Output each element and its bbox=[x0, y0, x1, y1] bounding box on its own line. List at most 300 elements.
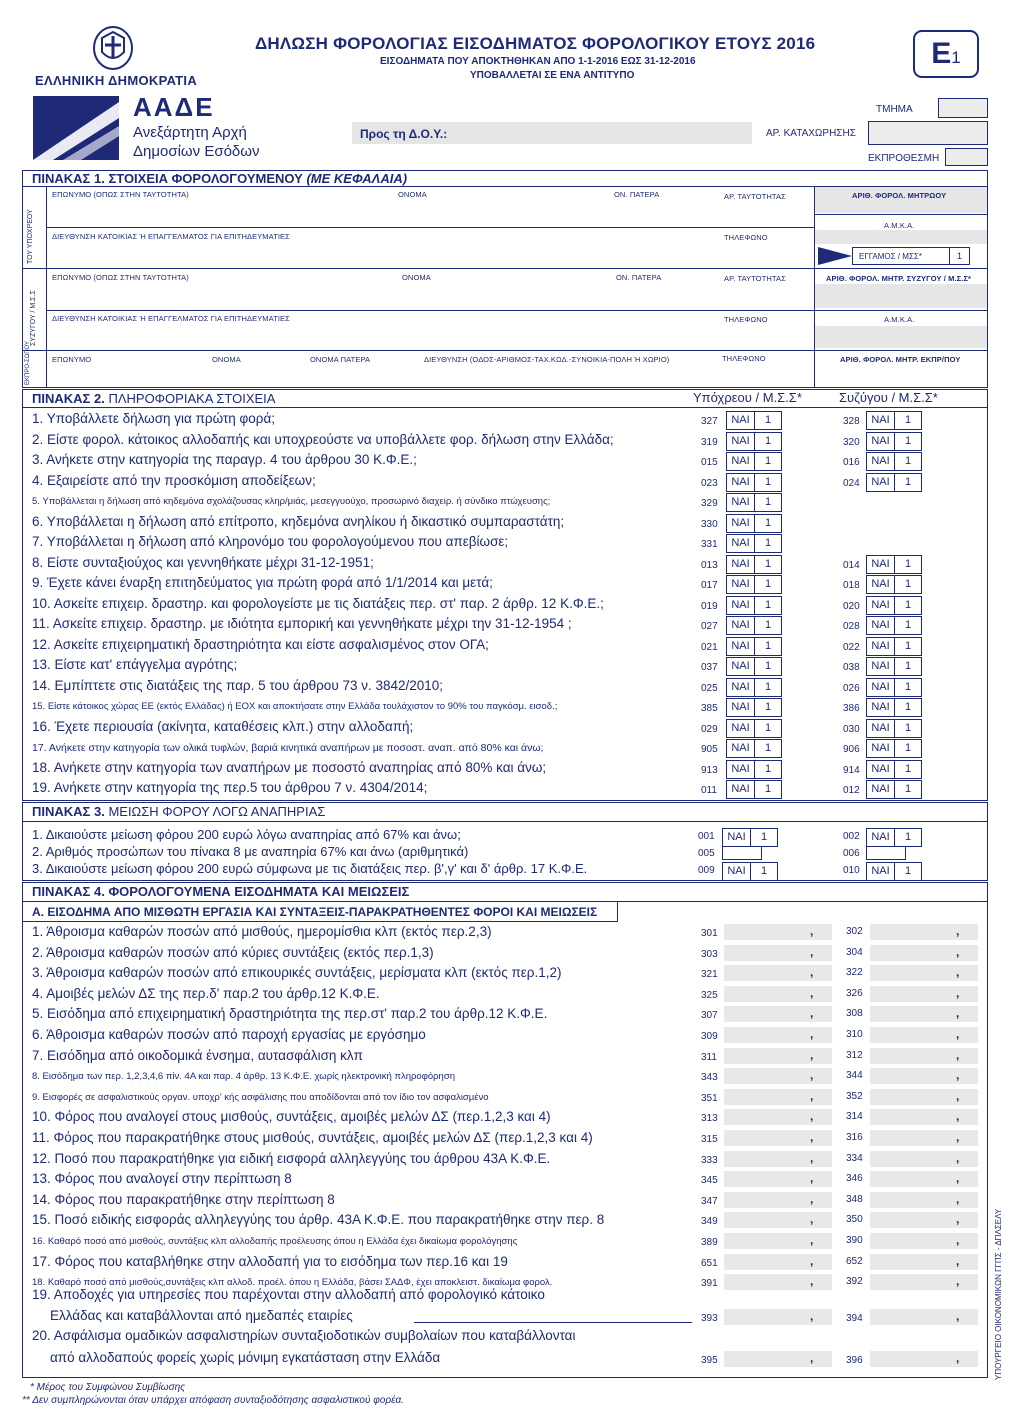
nai-value: 1 bbox=[764, 496, 772, 508]
nai-value: 1 bbox=[904, 783, 912, 795]
p4-amount-ypoxreou-6[interactable] bbox=[724, 1027, 832, 1043]
p2-yes-syzygou-9[interactable] bbox=[866, 575, 922, 594]
p2-question-15: 15. Είστε κάτοικος χώρας ΕΕ (εκτός Ελλάδας) ή ΕΟΧ και αποκτήσατε στην Ελλάδα τουλάχιστον το 90% του παγκόσμ. εισοδ.; bbox=[32, 701, 558, 712]
comma: , bbox=[956, 924, 960, 938]
p4-question-3: 3. Άθροισμα καθαρών ποσών από επικουρικές συντάξεις, μερίσματα κλπ (εκτός περ.1,2) bbox=[32, 965, 562, 981]
form-code-number: 1 bbox=[951, 48, 961, 67]
nai-label: ΝΑΙ bbox=[867, 829, 895, 846]
nai-label: ΝΑΙ bbox=[727, 535, 755, 552]
p2-code-syzygou-11: 028 bbox=[843, 621, 860, 632]
p4-amount-syzygou-4[interactable] bbox=[870, 986, 978, 1002]
comma: , bbox=[810, 924, 814, 938]
ar-kataxorisis-label: ΑΡ. ΚΑΤΑΧΩΡΗΣΗΣ bbox=[766, 128, 856, 139]
p2-yes-ypoxreou-8[interactable] bbox=[726, 555, 782, 574]
aade-logo-icon bbox=[33, 96, 119, 160]
comma: , bbox=[810, 1309, 814, 1323]
p4-question-5: 5. Εισόδημα από επιχειρηματική δραστηριότητα της περ.στ' παρ.2 του άρθρ.12 Κ.Φ.Ε. bbox=[32, 1006, 548, 1022]
p4-question-9: 9. Εισφορές σε ασφαλιστικούς οργαν. υποχρ' κής ασφάλισης που αποδίδονται από τον ίδιο τον ασφαλισμένο bbox=[32, 1091, 489, 1103]
nai-label: ΝΑΙ bbox=[867, 617, 895, 634]
p2-code-syzygou-19: 012 bbox=[843, 785, 860, 796]
nai-label: ΝΑΙ bbox=[867, 699, 895, 716]
p2-yes-syzygou-10[interactable] bbox=[866, 596, 922, 615]
nai-label: ΝΑΙ bbox=[723, 863, 751, 880]
p2-yes-ypoxreou-12[interactable] bbox=[726, 637, 782, 656]
p4-amount-syzygou-8[interactable] bbox=[870, 1068, 978, 1084]
form-title: ΔΗΛΩΣΗ ΦΟΡΟΛΟΓΙΑΣ ΕΙΣΟΔΗΜΑΤΟΣ ΦΟΡΟΛΟΓΙΚΟΥ ΕΤΟΥΣ 2016 bbox=[255, 34, 816, 53]
p2-code-ypoxreou-5: 329 bbox=[701, 498, 718, 509]
nai-value: 1 bbox=[904, 434, 912, 447]
nai-value: 1 bbox=[904, 414, 912, 426]
comma: , bbox=[810, 1171, 814, 1186]
p2-question-10: 10. Ασκείτε επιχειρ. δραστηρ. και φορολογείστε με τις διατάξεις περ. στ' παρ. 2 άρθρ. 12 Κ.Φ.Ε.; bbox=[32, 595, 604, 611]
comma: , bbox=[956, 1309, 960, 1323]
p4-amount-ypoxreou-8[interactable] bbox=[724, 1068, 832, 1084]
p2-question-13: 13. Είστε κατ' επάγγελμα αγρότης; bbox=[32, 657, 238, 672]
p2-code-syzygou-17: 906 bbox=[843, 744, 860, 755]
nai-value: 1 bbox=[904, 557, 912, 570]
nai-value: 1 bbox=[904, 455, 912, 467]
p4-amount-syzygou-17[interactable] bbox=[870, 1254, 978, 1270]
tmima-label: ΤΜΗΜΑ bbox=[876, 104, 913, 115]
p2-question-18: 18. Ανήκετε στην κατηγορία των αναπήρων με ποσοστό αναπηρίας από 80% και άνω; bbox=[32, 759, 547, 775]
p3-code-syzygou-1: 002 bbox=[843, 831, 860, 842]
p4-amount-syzygou-1[interactable] bbox=[870, 924, 978, 940]
p2-yes-syzygou-8[interactable] bbox=[866, 555, 922, 574]
p4-row20-amount1[interactable] bbox=[724, 1351, 832, 1367]
nai-label: ΝΑΙ bbox=[727, 412, 755, 429]
p2-yes-ypoxreou-1[interactable] bbox=[726, 411, 782, 430]
pinakas4-number: ΠΙΝΑΚΑΣ 4. bbox=[32, 884, 105, 899]
aade-subtitle-2: Δημοσίων Εσόδων bbox=[133, 143, 260, 160]
p4-amount-syzygou-13[interactable] bbox=[870, 1171, 978, 1187]
p2-code-syzygou-4: 024 bbox=[843, 477, 860, 489]
p3-code-syzygou-3: 010 bbox=[843, 865, 860, 876]
comma: , bbox=[956, 1253, 960, 1268]
p4-amount-ypoxreou-4[interactable] bbox=[724, 986, 832, 1002]
p4-question-17: 17. Φόρος που καταβλήθηκε στην αλλοδαπή για το εισόδημα των περ.16 και 19 bbox=[32, 1253, 508, 1269]
nai-label: ΝΑΙ bbox=[867, 597, 895, 614]
p4-amount-ypoxreou-12[interactable] bbox=[724, 1151, 832, 1167]
p2-code-syzygou-18: 914 bbox=[843, 764, 860, 776]
nai-value: 1 bbox=[764, 475, 772, 488]
p2-yes-ypoxreou-5[interactable] bbox=[726, 493, 782, 512]
tmima-field[interactable] bbox=[938, 98, 988, 118]
p2-question-16: 16. Έχετε περιουσία (ακίνητα, καταθέσεις κλπ.) στην αλλοδαπή; bbox=[32, 718, 414, 734]
nai-value: 1 bbox=[904, 865, 912, 877]
p4-amount-ypoxreou-17[interactable] bbox=[724, 1254, 832, 1270]
p4-code-syzygou-2: 304 bbox=[846, 946, 863, 958]
p4-amount-ypoxreou-5[interactable] bbox=[724, 1006, 832, 1022]
nai-value: 1 bbox=[904, 660, 912, 672]
nai-value: 1 bbox=[904, 598, 912, 611]
ypoxreos-amka-field[interactable] bbox=[815, 230, 987, 244]
p3-code-ypoxreou-3: 009 bbox=[698, 865, 715, 876]
p2-code-ypoxreou-1: 327 bbox=[701, 416, 718, 427]
p3-yes-syzygou-3[interactable] bbox=[866, 862, 922, 881]
comma: , bbox=[956, 1130, 960, 1144]
p4-code-syzygou-4: 326 bbox=[846, 987, 863, 999]
p4-amount-syzygou-10[interactable] bbox=[870, 1109, 978, 1125]
pinakas2-number: ΠΙΝΑΚΑΣ 2. bbox=[32, 391, 105, 406]
eggamos-value: 1 bbox=[949, 248, 969, 264]
pinakas2-label: ΠΛΗΡΟΦΟΡΙΑΚΑ ΣΤΟΙΧΕΙΑ bbox=[108, 391, 276, 406]
nai-label: ΝΑΙ bbox=[867, 761, 895, 778]
p2-yes-ypoxreou-10[interactable] bbox=[726, 596, 782, 615]
p3-question-3: 3. Δικαιούστε μείωση φόρου 200 ευρώ σύμφωνα με τις διατάξεις περ. β',γ' και δ' άρθρ. 17 Κ.Φ.Ε. bbox=[32, 861, 588, 876]
arrow-right-icon bbox=[818, 247, 852, 265]
p4-amount-syzygou-2[interactable] bbox=[870, 945, 978, 961]
comma: , bbox=[956, 1109, 960, 1124]
nai-value: 1 bbox=[904, 475, 912, 488]
syzygos-eponymo-label: ΕΠΩΝΥΜΟ (ΟΠΩΣ ΣΤΗΝ ΤΑΥΤΟΤΗΤΑ) bbox=[52, 273, 189, 282]
p4-question-10: 10. Φόρος που αναλογεί στους μισθούς, συντάξεις, αμοιβές μελών ΔΣ (περ.1,2,3 και 4) bbox=[32, 1109, 551, 1125]
nai-value: 1 bbox=[764, 598, 772, 611]
p2-question-4: 4. Εξαιρείστε από την προσκόμιση αποδείξεων; bbox=[32, 472, 316, 488]
ypoxreos-amka-label: Α.Μ.Κ.Α. bbox=[884, 221, 915, 230]
p4-amount-ypoxreou-11[interactable] bbox=[724, 1130, 832, 1146]
p4-question-14: 14. Φόρος που παρακρατήθηκε στην περίπτωση 8 bbox=[32, 1191, 335, 1207]
p4-row20-amount2[interactable] bbox=[870, 1351, 978, 1367]
p2-question-5: 5. Υποβάλλεται η δήλωση από κηδεμόνα σχολάζουσας κληρ/μιάς, μεσεγγυούχο, προσωρινό διαχειρ. ή σύνδικο πτώχευσης; bbox=[32, 496, 551, 507]
p4-amount-ypoxreou-3[interactable] bbox=[724, 965, 832, 981]
p4-question-2: 2. Άθροισμα καθαρών ποσών από κύριες συντάξεις (εκτός περ.1,3) bbox=[32, 944, 434, 960]
side-label-ypoxreou: ΤΟΥ ΥΠΟΧΡΕΟΥ bbox=[27, 209, 34, 264]
p2-yes-syzygou-1[interactable] bbox=[866, 411, 922, 430]
nai-value: 1 bbox=[760, 865, 768, 877]
p2-yes-ypoxreou-7[interactable] bbox=[726, 534, 782, 553]
p4-question-16: 16. Καθαρό ποσό από μισθούς, συντάξεις κλπ αλλοδαπής προέλευσης όπου η Ελλάδα έχει δικαίωμα φορολόγησης bbox=[32, 1236, 518, 1247]
comma: , bbox=[956, 1150, 960, 1165]
side-label-ekprosopou: ΕΚΠΡΟ-ΣΩΠΟΥ bbox=[25, 340, 31, 385]
form-code-badge bbox=[913, 30, 979, 78]
p4-code-syzygou-17: 652 bbox=[846, 1255, 863, 1267]
p4-amount-ypoxreou-10[interactable] bbox=[724, 1109, 832, 1125]
p4-amount-syzygou-14[interactable] bbox=[870, 1192, 978, 1208]
p2-yes-ypoxreou-4[interactable] bbox=[726, 473, 782, 492]
comma: , bbox=[810, 1068, 814, 1083]
p4-row19-code2: 394 bbox=[846, 1313, 863, 1324]
eggamos-label: ΕΓΓΑΜΟΣ / ΜΣΣ* bbox=[859, 252, 922, 261]
p2-yes-syzygou-13[interactable] bbox=[866, 657, 922, 676]
p2-code-ypoxreou-4: 023 bbox=[701, 477, 718, 489]
p4-question-6: 6. Άθροισμα καθαρών ποσών από παροχή εργασίας με εργόσημο bbox=[32, 1027, 426, 1042]
p4-code-syzygou-14: 348 bbox=[846, 1193, 863, 1205]
nai-value: 1 bbox=[764, 660, 772, 672]
nai-label: ΝΑΙ bbox=[727, 576, 755, 593]
p2-code-syzygou-2: 320 bbox=[843, 436, 860, 448]
ar-kataxorisis-field[interactable] bbox=[868, 121, 988, 145]
p4-row20-code2: 396 bbox=[846, 1355, 863, 1366]
p4-code-ypoxreou-8: 343 bbox=[701, 1072, 718, 1084]
p3-code-ypoxreou-1: 001 bbox=[698, 831, 715, 842]
nai-value: 1 bbox=[904, 762, 912, 775]
p2-yes-syzygou-19[interactable] bbox=[866, 780, 922, 799]
p2-yes-ypoxreou-2[interactable] bbox=[726, 432, 782, 451]
nai-label: ΝΑΙ bbox=[727, 638, 755, 655]
pinakas1-title bbox=[32, 171, 407, 186]
syzygos-afm-field[interactable] bbox=[815, 284, 987, 308]
comma: , bbox=[956, 1351, 960, 1365]
p2-question-7: 7. Υποβάλλεται η δήλωση από κληρονόμο του φορολογούμενου που απεβίωσε; bbox=[32, 534, 509, 549]
p2-question-6: 6. Υποβάλλεται η δήλωση από επίτροπο, κηδεμόνα ανηλίκου ή δικαστικό συμπαραστάτη; bbox=[32, 513, 565, 529]
p2-question-12: 12. Ασκείτε επιχειρηματική δραστηριότητα και είστε ασφαλισμένος στον ΟΓΑ; bbox=[32, 636, 489, 652]
comma: , bbox=[810, 1274, 814, 1289]
p4-question-8: 8. Εισόδημα των περ. 1,2,3,4,6 πίν. 4Α και παρ. 4 άρθρ. 13 Κ.Φ.Ε. χωρίς ηλεκτρονική πληροφόρηση bbox=[32, 1071, 455, 1083]
p4-row19-code1: 393 bbox=[701, 1313, 718, 1324]
comma: , bbox=[810, 1233, 814, 1247]
comma: , bbox=[810, 1351, 814, 1365]
p4-code-ypoxreou-15: 349 bbox=[701, 1216, 718, 1228]
comma: , bbox=[810, 965, 814, 980]
nai-value: 1 bbox=[904, 721, 912, 734]
nai-label: ΝΑΙ bbox=[867, 658, 895, 675]
p4-code-ypoxreou-9: 351 bbox=[701, 1092, 718, 1104]
p4-code-ypoxreou-12: 333 bbox=[701, 1154, 718, 1166]
nai-value: 1 bbox=[764, 434, 772, 447]
p4-row19-amount1[interactable] bbox=[724, 1309, 832, 1325]
syzygos-afm-label: ΑΡΙΘ. ΦΟΡΟΛ. ΜΗΤΡ. ΣΥΖΥΓΟΥ / Μ.Σ.Σ* bbox=[826, 274, 972, 283]
nai-label: ΝΑΙ bbox=[727, 679, 755, 696]
p4-amount-ypoxreou-9[interactable] bbox=[724, 1089, 832, 1105]
p4-amount-ypoxreou-13[interactable] bbox=[724, 1171, 832, 1187]
p2-yes-syzygou-14[interactable] bbox=[866, 678, 922, 697]
p4-code-ypoxreou-6: 309 bbox=[701, 1031, 718, 1042]
p4-question-11: 11. Φόρος που παρακρατήθηκε στους μισθούς, συντάξεις, αμοιβές μελών ΔΣ (περ.1,2,3 και 4) bbox=[32, 1130, 593, 1145]
p2-code-ypoxreou-3: 015 bbox=[701, 457, 718, 468]
p2-yes-syzygou-4[interactable] bbox=[866, 473, 922, 492]
comma: , bbox=[810, 1191, 814, 1206]
nai-value: 1 bbox=[904, 619, 912, 631]
p4-amount-syzygou-16[interactable] bbox=[870, 1233, 978, 1249]
nai-label: ΝΑΙ bbox=[867, 453, 895, 470]
p2-yes-ypoxreou-18[interactable] bbox=[726, 760, 782, 779]
p4-code-ypoxreou-2: 303 bbox=[701, 948, 718, 960]
nai-label: ΝΑΙ bbox=[727, 556, 755, 573]
pinakas4-label: ΦΟΡΟΛΟΓΟΥΜΕΝΑ ΕΙΣΟΔΗΜΑΤΑ ΚΑΙ ΜΕΙΩΣΕΙΣ bbox=[108, 884, 410, 899]
p4-amount-ypoxreou-7[interactable] bbox=[724, 1048, 832, 1064]
p4-code-ypoxreou-1: 301 bbox=[701, 928, 718, 939]
p2-code-ypoxreou-11: 027 bbox=[701, 621, 718, 632]
nai-value: 1 bbox=[764, 639, 772, 652]
p2-code-ypoxreou-8: 013 bbox=[701, 559, 718, 571]
p2-yes-ypoxreou-19[interactable] bbox=[726, 780, 782, 799]
pinakas1-label-caps-note: (ΜΕ ΚΕΦΑΛΑΙΑ) bbox=[306, 171, 408, 186]
nai-value: 1 bbox=[764, 721, 772, 734]
footnote-1: * Μέρος του Συμφώνου Συμβίωσης bbox=[30, 1382, 186, 1393]
ypoxreos-dieythynsi-label: ΔΙΕΥΘΥΝΣΗ ΚΑΤΟΙΚΙΑΣ Ή ΕΠΑΓΓΕΛΜΑΤΟΣ ΓΙΑ ΕΠΙΤΗΔΕΥΜΑΤΙΕΣ bbox=[52, 232, 290, 241]
p2-code-syzygou-3: 016 bbox=[843, 457, 860, 468]
p3-count-ypoxreou[interactable] bbox=[722, 846, 762, 860]
p4-amount-syzygou-6[interactable] bbox=[870, 1027, 978, 1043]
p2-code-ypoxreou-17: 905 bbox=[701, 744, 718, 755]
nai-label: ΝΑΙ bbox=[727, 658, 755, 675]
comma: , bbox=[810, 1027, 814, 1041]
p4-code-syzygou-16: 390 bbox=[846, 1235, 863, 1246]
nai-value: 1 bbox=[764, 537, 772, 549]
p4-code-ypoxreou-16: 389 bbox=[701, 1237, 718, 1248]
p2-yes-ypoxreou-15[interactable] bbox=[726, 698, 782, 717]
p4-amount-syzygou-12[interactable] bbox=[870, 1151, 978, 1167]
syzygos-onoma-label: ΟΝΟΜΑ bbox=[402, 273, 431, 282]
p2-question-3: 3. Ανήκετε στην κατηγορία της παραγρ. 4 του άρθρου 30 Κ.Φ.Ε.; bbox=[32, 452, 417, 467]
p4-amount-ypoxreou-2[interactable] bbox=[724, 945, 832, 961]
p4-amount-syzygou-3[interactable] bbox=[870, 965, 978, 981]
nai-value: 1 bbox=[904, 831, 912, 843]
nai-label: ΝΑΙ bbox=[867, 474, 895, 491]
p4-amount-syzygou-7[interactable] bbox=[870, 1048, 978, 1064]
nai-label: ΝΑΙ bbox=[867, 679, 895, 696]
p3-count-syzygou[interactable] bbox=[866, 846, 906, 860]
p4-code-syzygou-13: 346 bbox=[846, 1173, 863, 1185]
nai-label: ΝΑΙ bbox=[867, 638, 895, 655]
nai-value: 1 bbox=[904, 578, 912, 590]
nai-label: ΝΑΙ bbox=[727, 433, 755, 450]
nai-label: ΝΑΙ bbox=[727, 617, 755, 634]
p4-amount-ypoxreou-18[interactable] bbox=[724, 1274, 832, 1290]
nai-value: 1 bbox=[764, 516, 772, 529]
syzygos-amka-field[interactable] bbox=[815, 326, 987, 348]
p4-code-ypoxreou-3: 321 bbox=[701, 969, 718, 981]
p2-yes-ypoxreou-3[interactable] bbox=[726, 452, 782, 471]
p2-yes-syzygou-3[interactable] bbox=[866, 452, 922, 471]
p2-code-ypoxreou-12: 021 bbox=[701, 641, 718, 653]
p2-yes-syzygou-11[interactable] bbox=[866, 616, 922, 635]
comma: , bbox=[810, 985, 814, 1000]
p2-yes-ypoxreou-11[interactable] bbox=[726, 616, 782, 635]
p4-code-syzygou-12: 334 bbox=[846, 1152, 863, 1164]
doy-label: Προς τη Δ.Ο.Υ.: bbox=[360, 127, 448, 141]
p4-code-ypoxreou-18: 391 bbox=[701, 1278, 718, 1290]
nai-value: 1 bbox=[904, 742, 912, 754]
nai-label: ΝΑΙ bbox=[867, 863, 895, 880]
p2-code-ypoxreou-7: 331 bbox=[701, 539, 718, 550]
comma: , bbox=[956, 1027, 960, 1041]
form-header bbox=[0, 0, 1019, 170]
form-code-letter: E bbox=[931, 37, 952, 70]
p2-yes-ypoxreou-16[interactable] bbox=[726, 719, 782, 738]
p4-amount-syzygou-18[interactable] bbox=[870, 1274, 978, 1290]
nai-value: 1 bbox=[764, 762, 772, 775]
p4-row19-line1: 19. Αποδοχές για υπηρεσίες που παρέχονται στην αλλοδαπή από φορολογικό κάτοικο bbox=[32, 1287, 545, 1302]
p2-yes-ypoxreou-17[interactable] bbox=[726, 739, 782, 758]
comma: , bbox=[956, 1006, 960, 1021]
p2-yes-ypoxreou-14[interactable] bbox=[726, 678, 782, 697]
p2-yes-syzygou-16[interactable] bbox=[866, 719, 922, 738]
p4-row20-line2: από αλλοδαπούς φορείς χωρίς μόνιμη εγκατάσταση στην Ελλάδα bbox=[50, 1350, 441, 1365]
p3-code-ypoxreou-2: 005 bbox=[698, 848, 715, 859]
p4-amount-ypoxreou-1[interactable] bbox=[724, 924, 832, 940]
p4-code-ypoxreou-17: 651 bbox=[701, 1257, 718, 1269]
greek-emblem-icon bbox=[92, 24, 134, 70]
p2-yes-syzygou-12[interactable] bbox=[866, 637, 922, 656]
nai-label: ΝΑΙ bbox=[727, 720, 755, 737]
p4-amount-ypoxreou-14[interactable] bbox=[724, 1192, 832, 1208]
p4-amount-syzygou-11[interactable] bbox=[870, 1130, 978, 1146]
nai-label: ΝΑΙ bbox=[727, 515, 755, 532]
p2-yes-syzygou-18[interactable] bbox=[866, 760, 922, 779]
p4-amount-syzygou-9[interactable] bbox=[870, 1089, 978, 1105]
p2-yes-ypoxreou-6[interactable] bbox=[726, 514, 782, 533]
p4-question-12: 12. Ποσό που παρακρατήθηκε για ειδική εισφορά αλληλεγγύης του άρθρου 43Α Κ.Φ.Ε. bbox=[32, 1150, 551, 1166]
p3-question-2: 2. Αριθμός προσώπων του πίνακα 8 με αναπηρία 67% και άνω (αριθμητικά) bbox=[32, 844, 469, 859]
p4-code-ypoxreou-4: 325 bbox=[701, 989, 718, 1001]
ekpr-onoma-patera-label: ΟΝΟΜΑ ΠΑΤΕΡΑ bbox=[310, 355, 371, 364]
p4-question-15: 15. Ποσό ειδικής εισφοράς αλληλεγγύης του άρθρ. 43Α Κ.Φ.Ε. που παρακρατήθηκε στην περ. 8 bbox=[32, 1212, 605, 1228]
p4-amount-ypoxreou-15[interactable] bbox=[724, 1212, 832, 1228]
ekpr-dieythynsi-label: ΔΙΕΥΘΥΝΣΗ (ΟΔΟΣ-ΑΡΙΘΜΟΣ-ΤΑΧ.ΚΩΔ.-ΣΥΝΟΙΚΙΑ-ΠΟΛΗ Ή ΧΩΡΙΟ) bbox=[424, 355, 670, 364]
eggamos-field[interactable] bbox=[852, 247, 970, 265]
comma: , bbox=[956, 1047, 960, 1062]
p4-code-ypoxreou-10: 313 bbox=[701, 1113, 718, 1125]
p2-code-ypoxreou-9: 017 bbox=[701, 580, 718, 591]
p2-code-ypoxreou-14: 025 bbox=[701, 682, 718, 694]
p2-code-ypoxreou-13: 037 bbox=[701, 662, 718, 673]
nai-label: ΝΑΙ bbox=[727, 494, 755, 511]
p2-code-syzygou-10: 020 bbox=[843, 600, 860, 612]
p2-code-ypoxreou-18: 913 bbox=[701, 764, 718, 776]
side-label-syzygou: ΣΥΖΥΓΟΥ / Μ.Σ.Σ bbox=[30, 290, 37, 346]
p4-row19-amount2[interactable] bbox=[870, 1309, 978, 1325]
p2-yes-ypoxreou-13[interactable] bbox=[726, 657, 782, 676]
p3-yes-syzygou-1[interactable] bbox=[866, 828, 922, 847]
p2-code-ypoxreou-10: 019 bbox=[701, 600, 718, 612]
p2-code-syzygou-13: 038 bbox=[843, 662, 860, 673]
comma: , bbox=[956, 985, 960, 1000]
p3-yes-ypoxreou-1[interactable] bbox=[722, 828, 778, 847]
nai-label: ΝΑΙ bbox=[867, 576, 895, 593]
comma: , bbox=[956, 1212, 960, 1227]
pinakas1-label: ΣΤΟΙΧΕΙΑ ΦΟΡΟΛΟΓΟΥΜΕΝΟΥ bbox=[108, 171, 303, 186]
p2-code-ypoxreou-19: 011 bbox=[701, 785, 717, 796]
p2-question-14: 14. Εμπίπτετε στις διατάξεις της παρ. 5 του άρθρου 73 ν. 3842/2010; bbox=[32, 677, 444, 693]
p2-yes-syzygou-15[interactable] bbox=[866, 698, 922, 717]
comma: , bbox=[956, 1191, 960, 1206]
p2-yes-syzygou-17[interactable] bbox=[866, 739, 922, 758]
nai-value: 1 bbox=[764, 414, 772, 426]
ypoxreos-onoma-label: ΟΝΟΜΑ bbox=[398, 190, 427, 199]
p2-code-syzygou-16: 030 bbox=[843, 723, 860, 735]
nai-value: 1 bbox=[760, 831, 768, 843]
p2-code-ypoxreou-16: 029 bbox=[701, 723, 718, 735]
ypoxreos-eponymo-label: ΕΠΩΝΥΜΟ (ΟΠΩΣ ΣΤΗΝ ΤΑΥΤΟΤΗΤΑ) bbox=[52, 190, 189, 199]
ekprothesmi-field[interactable] bbox=[945, 148, 988, 166]
p2-yes-ypoxreou-9[interactable] bbox=[726, 575, 782, 594]
p2-question-9: 9. Έχετε κάνει έναρξη επιτηδεύματος για πρώτη φορά από 1/1/2014 και μετά; bbox=[32, 575, 493, 590]
comma: , bbox=[956, 1274, 960, 1289]
p4-amount-syzygou-5[interactable] bbox=[870, 1006, 978, 1022]
p2-code-ypoxreou-15: 385 bbox=[701, 703, 718, 714]
nai-label: ΝΑΙ bbox=[867, 433, 895, 450]
nai-label: ΝΑΙ bbox=[727, 453, 755, 470]
p4-question-4: 4. Αμοιβές μελών ΔΣ της περ.δ' παρ.2 του άρθρ.12 Κ.Φ.Ε. bbox=[32, 985, 380, 1001]
form-subtitle-copies: ΥΠΟΒΑΛΛΕΤΑΙ ΣΕ ΕΝΑ ΑΝΤΙΤΥΠΟ bbox=[470, 70, 635, 81]
p4-code-syzygou-8: 344 bbox=[846, 1070, 863, 1082]
p2-question-2: 2. Είστε φορολ. κάτοικος αλλοδαπής και υποχρεούστε να υποβάλλετε φορ. δήλωση στην Ελλάδα; bbox=[32, 431, 614, 447]
p4-amount-ypoxreou-16[interactable] bbox=[724, 1233, 832, 1249]
p4-code-syzygou-10: 314 bbox=[846, 1111, 863, 1123]
pinakas3-title bbox=[32, 804, 325, 819]
p4-amount-syzygou-15[interactable] bbox=[870, 1212, 978, 1228]
comma: , bbox=[956, 944, 960, 959]
p2-question-8: 8. Είστε συνταξιούχος και γεννηθήκατε μέχρι 31-12-1951; bbox=[32, 554, 374, 570]
p3-yes-ypoxreou-3[interactable] bbox=[722, 862, 778, 881]
p2-code-ypoxreou-2: 319 bbox=[701, 436, 718, 448]
nai-value: 1 bbox=[764, 557, 772, 570]
p2-yes-syzygou-2[interactable] bbox=[866, 432, 922, 451]
p4-code-ypoxreou-13: 345 bbox=[701, 1175, 718, 1187]
nai-label: ΝΑΙ bbox=[723, 829, 751, 846]
pinakas1-number: ΠΙΝΑΚΑΣ 1. bbox=[32, 171, 105, 186]
